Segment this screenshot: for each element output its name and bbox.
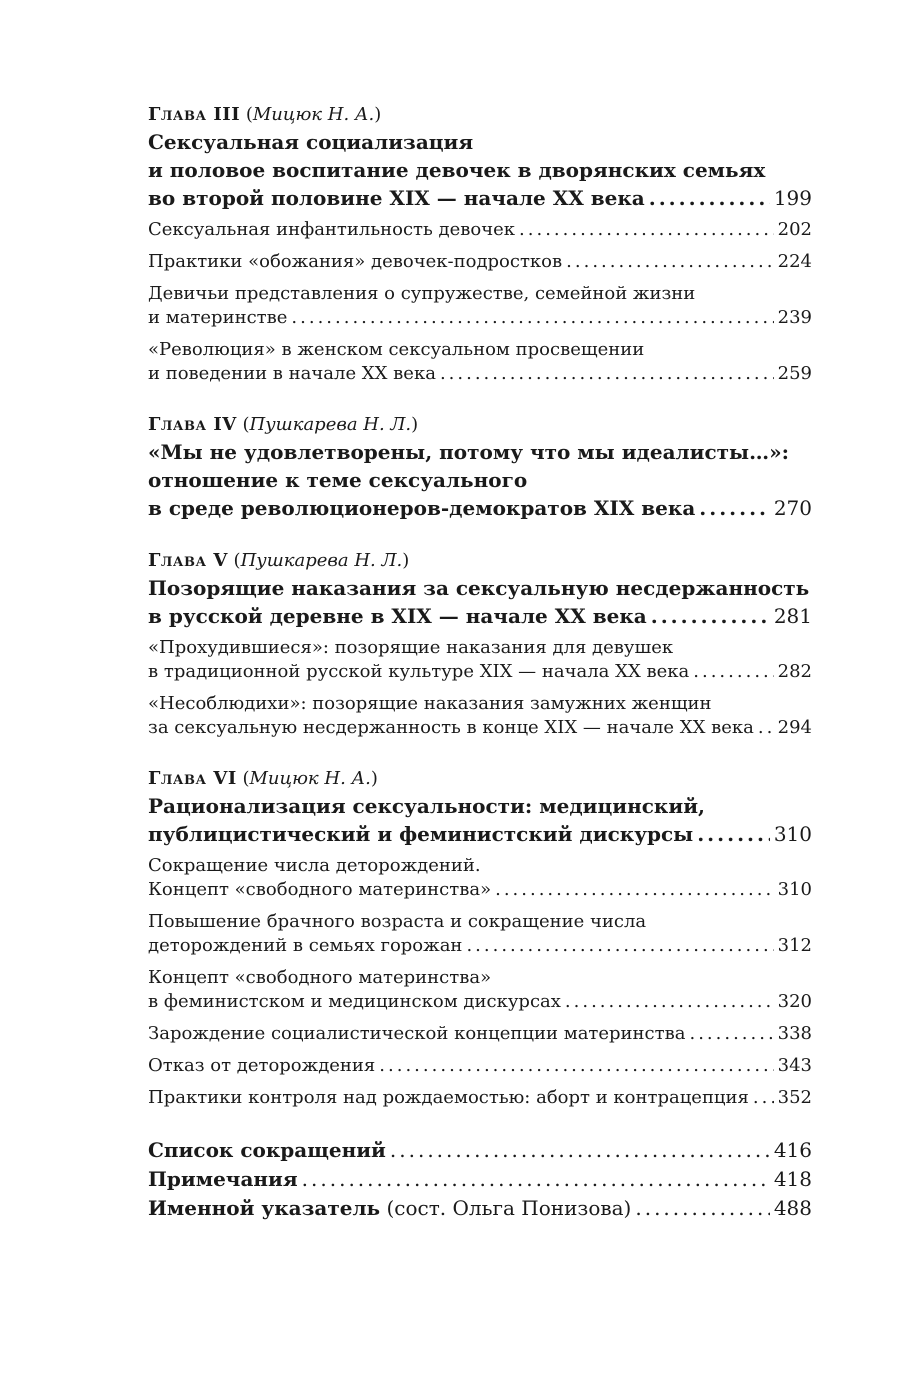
section-line: «Революция» в женском сексуальном просвещении <box>148 339 645 360</box>
chapter-entry <box>148 766 812 1110</box>
chapter-title-line: и половое воспитание девочек в дворянских семьях <box>148 158 766 182</box>
section-last-line-text: Отказ от деторождения <box>148 1055 376 1076</box>
page-number: 270 <box>773 496 812 520</box>
chapter-author: Пушкарева Н. Л. <box>249 414 412 435</box>
page-number: 320 <box>777 991 812 1012</box>
section-last-line-text: Практики «обожания» девочек-подростков <box>148 251 563 272</box>
chapter-title-line: Рационализация сексуальности: медицинский, <box>148 794 706 818</box>
page-number: 338 <box>777 1023 812 1044</box>
section-line: «Прохудившиеся»: позорящие наказания для девушек <box>148 637 674 658</box>
paren: ) <box>411 414 419 435</box>
chapter-title-line: Позорящие наказания за сексуальную несдержанность <box>148 576 810 600</box>
chapter-title-last <box>148 494 812 522</box>
page-number: 259 <box>777 363 812 384</box>
chapter-entry <box>148 412 812 522</box>
chapter-entry <box>148 102 812 386</box>
back-matter-entry-bold: Примечания <box>148 1167 298 1191</box>
page-number: 312 <box>777 935 812 956</box>
section-last-line <box>148 1054 812 1078</box>
back-matter-entry-text <box>148 1165 298 1194</box>
page-number: 310 <box>777 879 812 900</box>
section-line: Девичьи представления о супружестве, семейной жизни <box>148 283 696 304</box>
section-entry <box>148 910 812 958</box>
chapter-entry <box>148 548 812 740</box>
chapter-number: Глава IV <box>148 414 237 435</box>
page-number: 416 <box>773 1138 812 1162</box>
paren: ( <box>236 768 250 789</box>
chapter-label <box>148 102 812 128</box>
back-matter-entry-normal: (сост. Ольга Понизова) <box>380 1196 632 1220</box>
page-number: 282 <box>777 661 812 682</box>
page-number: 488 <box>773 1196 812 1220</box>
page-number: 202 <box>777 219 812 240</box>
section-line: Концепт «свободного материнства» <box>148 967 492 988</box>
chapter-title-last-text: в среде революционеров-демократов XIX века <box>148 496 696 520</box>
dot-leader <box>390 1136 770 1165</box>
dot-leader <box>693 660 773 684</box>
dot-leader <box>302 1165 770 1194</box>
section-entry <box>148 966 812 1014</box>
page-number: 224 <box>777 251 812 272</box>
section-last-line <box>148 218 812 242</box>
chapter-title-line: отношение к теме сексуального <box>148 468 528 492</box>
back-matter-entry-text <box>148 1136 386 1165</box>
section-last-line <box>148 250 812 274</box>
chapter-title-line: «Мы не удовлетворены, потому что мы идеалисты…»: <box>148 440 789 464</box>
section-last-line <box>148 306 812 330</box>
page-number: 294 <box>777 717 812 738</box>
section-last-line-text: в традиционной русской культуре XIX — начала XX века <box>148 661 690 682</box>
chapter-title <box>148 792 812 848</box>
section-last-line <box>148 362 812 386</box>
chapter-title-last-text: публицистический и феминистский дискурсы <box>148 822 694 846</box>
section-entry <box>148 1022 812 1046</box>
dot-leader <box>565 990 774 1014</box>
chapter-number: Глава V <box>148 550 228 571</box>
paren: ) <box>370 768 378 789</box>
chapter-title-line: Сексуальная социализация <box>148 130 474 154</box>
chapter-label <box>148 412 812 438</box>
section-line: «Несоблюдихи»: позорящие наказания замужних женщин <box>148 693 712 714</box>
section-entry <box>148 692 812 740</box>
page-number: 281 <box>773 604 812 628</box>
back-matter <box>148 1136 812 1223</box>
section-last-line <box>148 660 812 684</box>
chapter-author: Мицюк Н. А. <box>249 768 371 789</box>
chapter-title-last <box>148 820 812 848</box>
chapter-title <box>148 574 812 630</box>
chapter-author: Пушкарева Н. Л. <box>240 550 403 571</box>
chapter-title <box>148 128 812 212</box>
dot-leader <box>466 934 773 958</box>
section-last-line <box>148 878 812 902</box>
section-last-line-text: в феминистском и медицинском дискурсах <box>148 991 561 1012</box>
paren: ) <box>402 550 410 571</box>
section-entry <box>148 1054 812 1078</box>
section-last-line-text: за сексуальную несдержанность в конце XIX — начале XX века <box>148 717 754 738</box>
dot-leader <box>753 1086 774 1110</box>
back-matter-entry <box>148 1136 812 1165</box>
section-last-line <box>148 716 812 740</box>
paren: ( <box>236 414 250 435</box>
page-number: 418 <box>773 1167 812 1191</box>
chapter-number: Глава III <box>148 104 241 125</box>
chapter-author: Мицюк Н. А. <box>252 104 375 125</box>
table-of-contents <box>148 102 812 1223</box>
section-last-line-text: Зарождение социалистической концепции материнства <box>148 1023 686 1044</box>
section-last-line <box>148 1086 812 1110</box>
dot-leader <box>689 1022 773 1046</box>
back-matter-entry-bold: Именной указатель <box>148 1196 381 1220</box>
dot-leader <box>291 306 773 330</box>
section-last-line-text: деторождений в семьях горожан <box>148 935 463 956</box>
section-line: Сокращение числа деторождений. <box>148 855 481 876</box>
section-entry <box>148 854 812 902</box>
section-last-line-text: и поведении в начале XX века <box>148 363 436 384</box>
dot-leader <box>495 878 774 902</box>
dot-leader <box>379 1054 773 1078</box>
back-matter-entry <box>148 1165 812 1194</box>
section-last-line <box>148 934 812 958</box>
section-last-line-text: Концепт «свободного материнства» <box>148 879 492 900</box>
chapter-label <box>148 548 812 574</box>
chapter-title-last <box>148 602 812 630</box>
dot-leader <box>758 716 774 740</box>
chapter-number: Глава VI <box>148 768 237 789</box>
dot-leader <box>566 250 773 274</box>
section-last-line-text: Сексуальная инфантильность девочек <box>148 219 516 240</box>
section-entry <box>148 1086 812 1110</box>
page-number: 352 <box>777 1087 812 1108</box>
chapter-title-last-text: во второй половине XIX — начале XX века <box>148 186 645 210</box>
dot-leader <box>651 602 770 630</box>
chapter-title-last-text: в русской деревне в XIX — начале XX века <box>148 604 647 628</box>
section-entry <box>148 282 812 330</box>
section-entry <box>148 338 812 386</box>
page-number: 343 <box>777 1055 812 1076</box>
section-entry <box>148 250 812 274</box>
section-last-line <box>148 1022 812 1046</box>
paren: ) <box>374 104 382 125</box>
back-matter-entry-bold: Список сокращений <box>148 1138 386 1162</box>
section-entry <box>148 218 812 242</box>
dot-leader <box>649 184 770 212</box>
page-number: 310 <box>773 822 812 846</box>
back-matter-entry <box>148 1194 812 1223</box>
dot-leader <box>697 820 770 848</box>
section-last-line-text: Практики контроля над рождаемостью: аборт и контрацепция <box>148 1087 749 1108</box>
chapter-label <box>148 766 812 792</box>
section-line: Повышение брачного возраста и сокращение числа <box>148 911 647 932</box>
page-number: 239 <box>777 307 812 328</box>
dot-leader <box>699 494 770 522</box>
section-last-line-text: и материнстве <box>148 307 288 328</box>
paren: ( <box>240 104 253 125</box>
back-matter-entry-text <box>148 1194 631 1223</box>
paren: ( <box>227 550 241 571</box>
chapter-title <box>148 438 812 522</box>
chapter-title-last <box>148 184 812 212</box>
section-entry <box>148 636 812 684</box>
section-last-line <box>148 990 812 1014</box>
dot-leader <box>635 1194 769 1223</box>
page-number: 199 <box>773 186 812 210</box>
dot-leader <box>440 362 774 386</box>
dot-leader <box>519 218 774 242</box>
